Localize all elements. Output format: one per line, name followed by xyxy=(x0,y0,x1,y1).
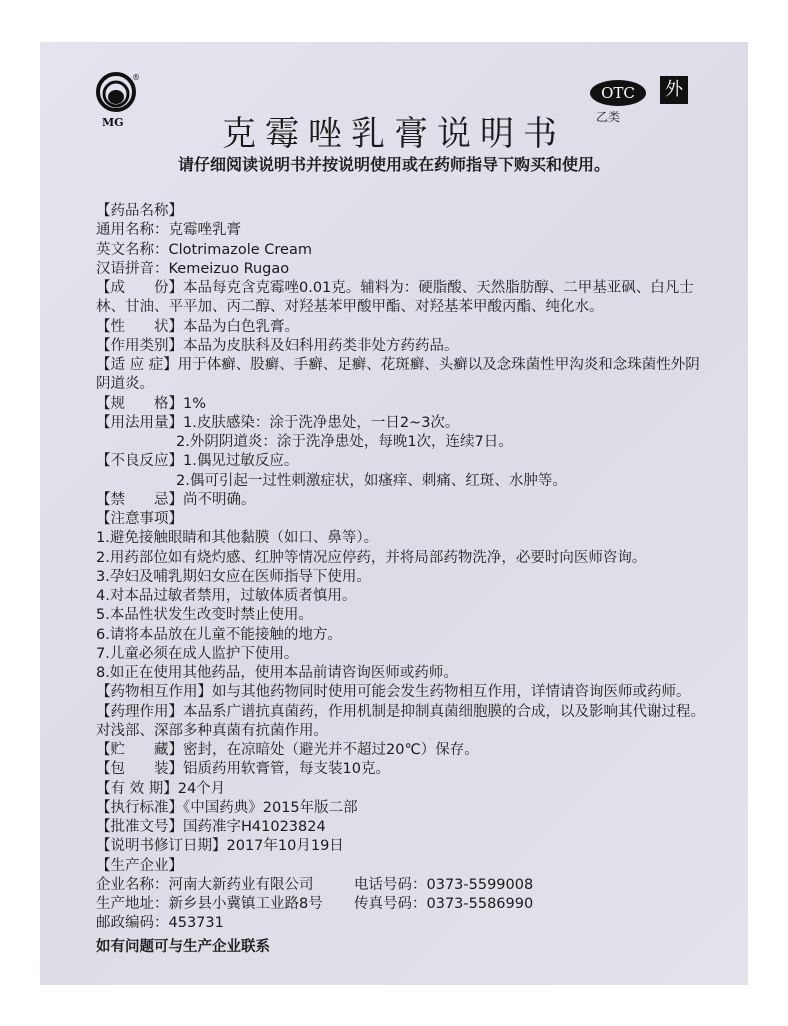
footer-note: 如有问题可与生产企业联系 xyxy=(96,938,270,955)
otc-class: 乙类 xyxy=(596,110,621,124)
text-line: 【药品名称】 xyxy=(96,203,183,219)
text-line: 【规 格】1% xyxy=(96,395,207,412)
company-name: 企业名称：河南大新药业有限公司 xyxy=(96,876,314,893)
text-line: 8.如正在使用其他药品，使用本品前请咨询医师或药师。 xyxy=(96,665,458,681)
svg-text:MG: MG xyxy=(102,116,124,129)
text-line: 【性 状】本品为白色乳膏。 xyxy=(96,318,299,335)
text-line: 阴道炎。 xyxy=(96,376,154,393)
text-line: 【药理作用】本品系广谱抗真菌药，作用机制是抑制真菌细胞膜的合成，以及影响其代谢过程。 xyxy=(96,703,705,720)
text-line: 【说明书修订日期】2017年10月19日 xyxy=(96,838,344,855)
company-fax: 传真号码：0373-5586990 xyxy=(354,896,534,912)
company-row-1 xyxy=(96,876,716,895)
text-line: 6.请将本品放在儿童不能接触的地方。 xyxy=(96,626,342,643)
text-line: 7.儿童必须在成人监护下使用。 xyxy=(96,645,299,662)
text-line: 【作用类别】本品为皮肤科及妇科用药类非处方药药品。 xyxy=(96,337,459,354)
text-line: 【用法用量】1.皮肤感染：涂于洗净患处，一日2~3次。 xyxy=(96,414,460,431)
text-line: 1.避免接触眼睛和其他黏膜（如口、鼻等）。 xyxy=(96,530,379,547)
text-line: 【有 效 期】24个月 xyxy=(96,780,226,797)
text-line: 5.本品性状发生改变时禁止使用。 xyxy=(96,607,313,624)
company-phone: 电话号码：0373-5599008 xyxy=(354,876,534,893)
text-line: 2.用药部位如有烧灼感、红肿等情况应停药，并将局部药物洗净，必要时向医师咨询。 xyxy=(96,549,647,566)
text-line: 【包 装】铝质药用软膏管，每支装10克。 xyxy=(96,761,390,778)
page-title: 克霉唑乳膏说明书 xyxy=(222,114,566,154)
text-line: 【禁 忌】尚不明确。 xyxy=(96,491,256,508)
company-address: 生产地址：新乡县小冀镇工业路8号 xyxy=(96,896,323,912)
text-line: 3.孕妇及哺乳期妇女应在医师指导下使用。 xyxy=(96,568,371,585)
leaflet-body xyxy=(96,202,716,957)
text-line: 【注意事项】 xyxy=(96,511,183,527)
text-line: 【成 份】本品每克含克霉唑0.01克。辅料为：硬脂酸、天然脂肪醇、二甲基亚砜、白凡士 xyxy=(96,280,694,296)
text-line: 对浅部、深部多种真菌有抗菌作用。 xyxy=(96,722,328,739)
text-line: 4.对本品过敏者禁用，过敏体质者慎用。 xyxy=(96,588,357,604)
svg-text:®: ® xyxy=(132,73,140,82)
adverse-line-2: 2.偶可引起一过性刺激症状，如瘙痒、刺痛、红斑、水肿等。 xyxy=(176,472,567,489)
text-line: 【生产企业】 xyxy=(96,857,183,874)
text-line: 汉语拼音：Kemeizuo Rugao xyxy=(96,260,290,277)
text-line: 【药物相互作用】如与其他药物同时使用可能会发生药物相互作用，详情请咨询医师或药师。 xyxy=(96,684,691,701)
text-line: 【执行标准】《中国药典》2015年版二部 xyxy=(96,799,358,816)
adverse-line-1: 【不良反应】1.偶见过敏反应。 xyxy=(96,453,299,470)
company-row-2 xyxy=(96,895,716,914)
text-line: 【贮 藏】密封，在凉暗处（避光并不超过20℃）保存。 xyxy=(96,742,479,758)
external-use-badge: 外 xyxy=(660,76,688,104)
otc-badge: OTC xyxy=(590,80,646,106)
company-postcode: 邮政编码：453731 xyxy=(96,915,224,932)
text-line: 通用名称：克霉唑乳膏 xyxy=(96,222,241,239)
subtitle: 请仔细阅读说明书并按说明使用或在药师指导下购买和使用。 xyxy=(177,155,610,174)
usage-line-2: 2.外阴阴道炎：涂于洗净患处，每晚1次，连续7日。 xyxy=(176,434,513,450)
text-line: 林、甘油、平平加、丙二醇、对羟基苯甲酸甲酯、对羟基苯甲酸丙酯、纯化水。 xyxy=(96,299,604,316)
text-line: 英文名称：Clotrimazole Cream xyxy=(96,241,312,258)
text-line: 【批准文号】国药准字H41023824 xyxy=(96,819,326,835)
text-line: 【适 应 症】用于体癣、股癣、手癣、足癣、花斑癣、头癣以及念珠菌性甲沟炎和念珠菌性外阴 xyxy=(96,357,700,373)
